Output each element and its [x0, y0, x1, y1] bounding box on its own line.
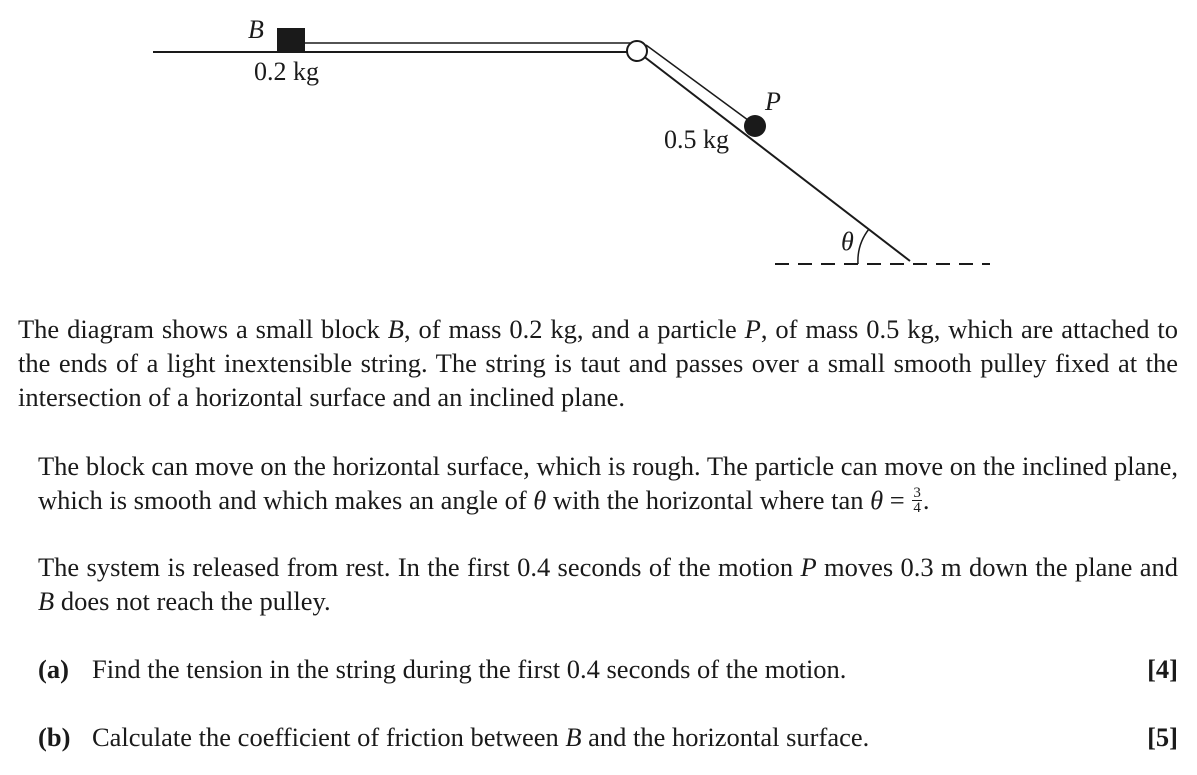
conditions-paragraph: The block can move on the horizontal surface, which is rough. The particle can move on the inclined plane, which is smooth and which makes an angle of θ with the horizontal where tan θ = $\frac{3}{4}$ .: [38, 451, 1178, 517]
particle-mass-label: 0.5 kg: [664, 125, 729, 154]
question-b-label: (b): [38, 722, 71, 752]
particle-p: [744, 115, 766, 137]
pulley-diagram: [0, 0, 1197, 300]
question-a-marks: [4]: [1147, 654, 1178, 684]
block-b: [277, 28, 305, 52]
motion-paragraph: The system is released from rest. In the first 0.4 seconds of the motion P moves 0.3 m down the plane and B does not reach the pulley.: [38, 552, 1178, 616]
pulley: [627, 41, 647, 61]
question-a-text: Find the tension in the string during the first 0.4 seconds of the motion.: [92, 654, 847, 684]
block-mass-label: 0.2 kg: [254, 57, 319, 86]
question-a: [38, 652, 1178, 686]
string-incline: [646, 45, 752, 123]
particle-label: P: [765, 87, 781, 116]
question-a-label: (a): [38, 654, 69, 684]
question-b-marks: [5]: [1147, 722, 1178, 752]
block-label: B: [248, 15, 264, 44]
question-b-text: Calculate the coefficient of friction between B and the horizontal surface.: [92, 722, 870, 752]
intro-paragraph: The diagram shows a small block B, of mass 0.2 kg, and a particle P, of mass 0.5 kg, which are attached to the ends of a light inextensible string. The string is taut and passes over a small smooth pulley fixed at the intersection of a horizontal surface and an inclined plane.: [18, 314, 1178, 412]
question-b: [38, 720, 1178, 754]
fraction-three-quarters: $\frac{3}{4}$: [913, 485, 921, 517]
angle-arc: [858, 229, 869, 264]
angle-label: θ: [841, 227, 854, 256]
